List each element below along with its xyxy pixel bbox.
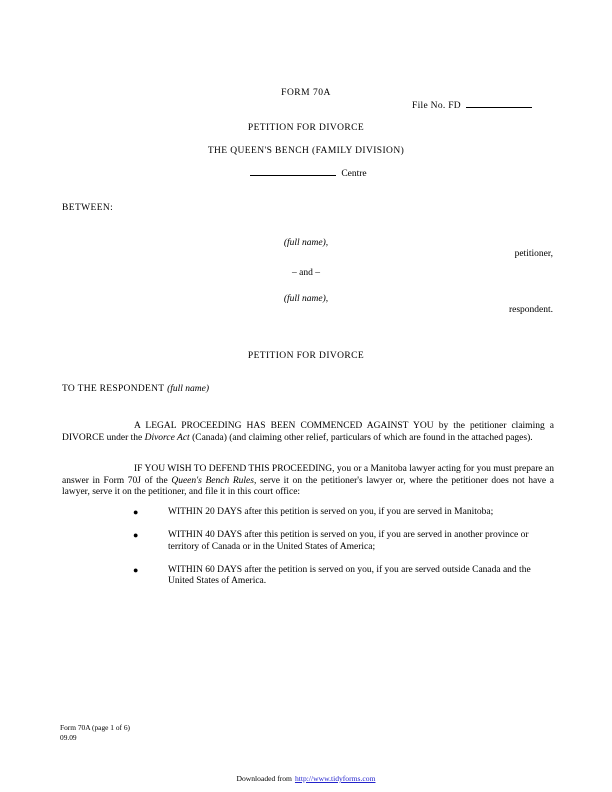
defend-part1: , you or a Manitoba lawyer acting for you must prepare an answer in Form 70J of the <box>62 464 554 486</box>
respondent-role: respondent. <box>508 305 553 315</box>
download-url-link[interactable]: http://www.tidyforms.com <box>294 774 376 783</box>
petition-title-main: PETITION FOR DIVORCE <box>247 351 365 361</box>
petitioner-name: (full name), <box>283 238 329 248</box>
list-item-text: WITHIN 60 DAYS after the petition is served on you, if you are served outside Canada and the United States of America. <box>168 564 531 587</box>
footer-form-page: Form 70A (page 1 of 6) <box>60 723 130 732</box>
legal-part2: (Canada) (and claiming other relief, particulars of which are found in the attached pages). <box>189 432 533 443</box>
centre-label: Centre <box>341 169 367 179</box>
list-item <box>130 530 554 553</box>
file-number-field <box>412 101 532 111</box>
respondent-name: (full name), <box>283 294 329 304</box>
centre-blank-rule[interactable] <box>250 175 336 176</box>
footer-revision-date: 09.09 <box>60 732 77 742</box>
file-number-label: File No. FD <box>412 101 461 111</box>
to-respondent-label: TO THE RESPONDENT <box>62 384 165 394</box>
bullet-icon: ● <box>133 507 139 517</box>
download-attribution <box>0 774 612 783</box>
legal-part1: by the petitioner claiming a DIVORCE under the <box>62 421 555 443</box>
between-label: BETWEEN: <box>62 203 114 213</box>
court-name: THE QUEEN'S BENCH (FAMILY DIVISION) <box>207 146 405 156</box>
paragraph-defend-proceeding <box>62 464 554 499</box>
list-item <box>130 565 554 588</box>
bullet-icon: ● <box>133 530 139 541</box>
deadline-list <box>130 507 554 599</box>
petition-title-header: PETITION FOR DIVORCE <box>247 123 365 133</box>
form-number: FORM 70A <box>281 88 331 98</box>
petitioner-role: petitioner, <box>514 249 553 259</box>
divorce-act-citation: Divorce Act <box>144 432 190 443</box>
file-number-blank-rule[interactable] <box>466 107 532 108</box>
defend-lead: IF YOU WISH TO DEFEND THIS PROCEEDING <box>134 464 333 474</box>
legal-lead: A LEGAL PROCEEDING HAS BEEN COMMENCED AGAINST YOU <box>134 421 434 431</box>
footer-form-info <box>60 723 130 742</box>
queens-bench-rules-citation: Queen's Bench Rules <box>171 475 254 486</box>
to-respondent-line <box>62 384 209 394</box>
and-separator: – and – <box>292 268 320 278</box>
download-label: Downloaded from <box>236 774 292 783</box>
list-item <box>130 507 554 519</box>
list-item-text: WITHIN 40 DAYS after this petition is served on you, if you are served in another province or territory of Canada or in the United States of America; <box>168 530 529 552</box>
centre-field <box>0 169 612 179</box>
bullet-icon: ● <box>133 564 139 575</box>
to-respondent-name: (full name) <box>167 384 210 394</box>
paragraph-legal-proceeding <box>62 421 554 444</box>
defend-part2: , serve it on the petitioner's lawyer or, where the petitioner does not have a lawyer, serve it on the petitioner, and file it in this court office: <box>62 475 554 498</box>
list-item-text: WITHIN 20 DAYS after this petition is served on you, if you are served in Manitoba; <box>168 507 494 517</box>
